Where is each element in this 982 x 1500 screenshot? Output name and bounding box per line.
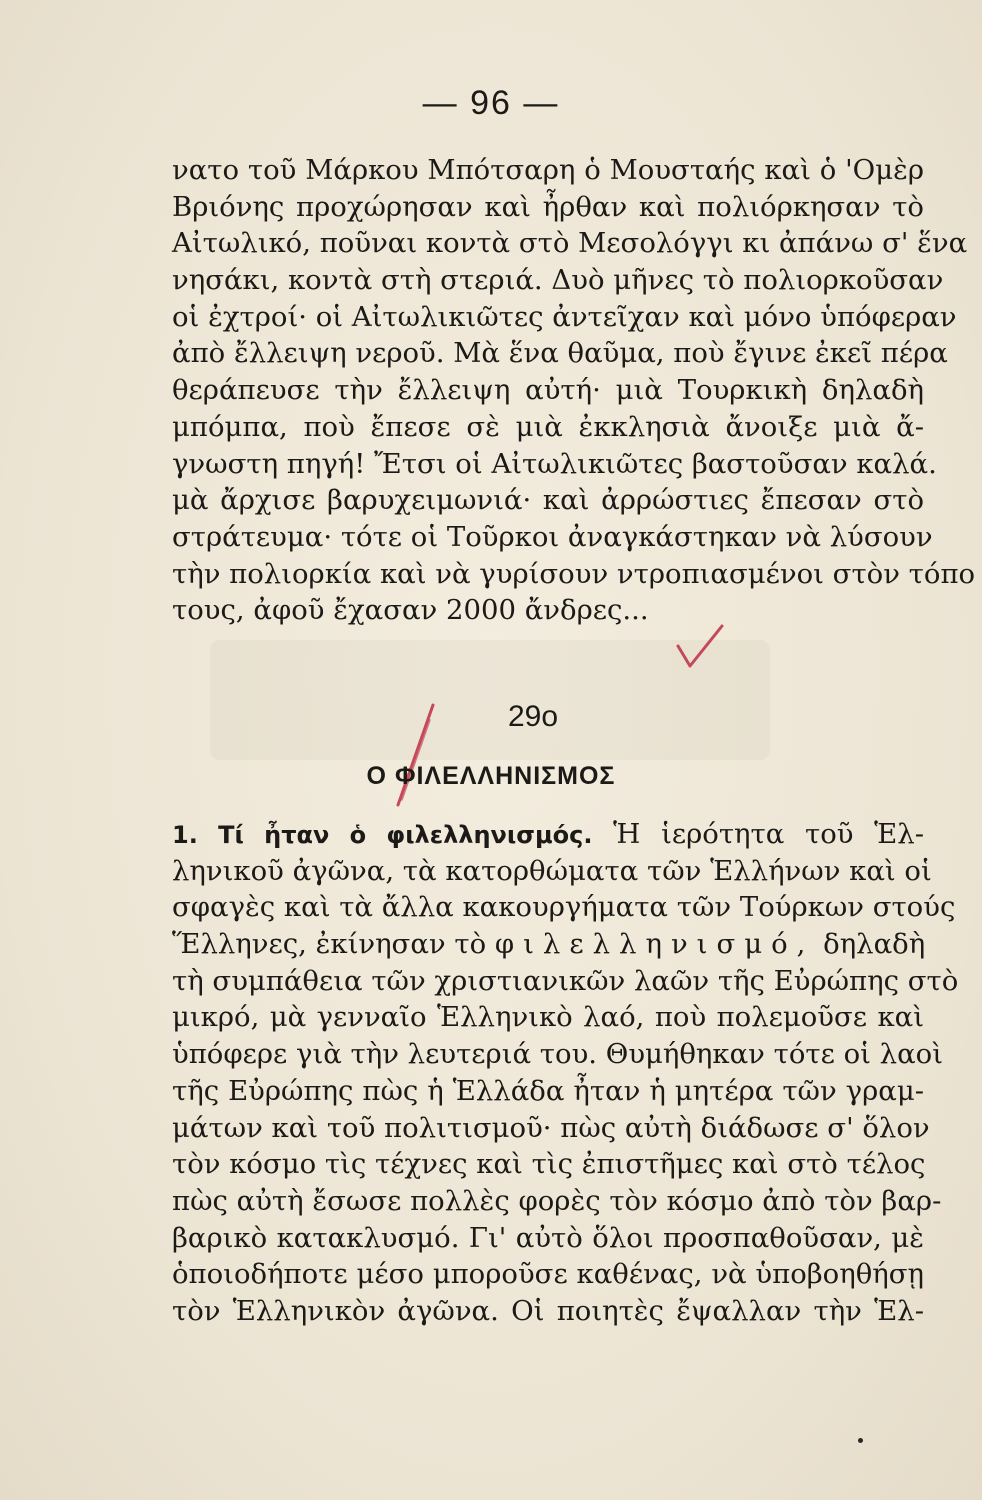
text-fragment: Ἡ ἱερότητα τοῦ Ἑλ- bbox=[613, 818, 925, 850]
text-line: σφαγὲς καὶ τὰ ἄλλα κακουργήματα τῶν Τούρκων στούς bbox=[172, 891, 956, 924]
text-line: μικρό, μὰ γενναῖο Ἑλληνικὸ λαό, ποὺ πολεμοῦσε καὶ bbox=[172, 1001, 924, 1034]
pen-checkmark-icon bbox=[670, 618, 730, 678]
text-line: μάτων καὶ τοῦ πολιτισμοῦ· πὼς αὐτὴ διάδωσε σ' ὅλον bbox=[172, 1111, 930, 1144]
text-line: βαρικὸ κατακλυσμό. Γι' αὐτὸ ὅλοι προσπαθοῦσαν, μὲ bbox=[172, 1221, 924, 1254]
pen-stroke-icon bbox=[378, 700, 458, 810]
text-line: ληνικοῦ ἀγῶνα, τὰ κατορθώματα τῶν Ἑλλήνων καὶ οἱ bbox=[172, 854, 932, 887]
text-line: τῆς Εὐρώπης πὼς ἡ Ἑλλάδα ἦταν ἡ μητέρα τῶν γραμ- bbox=[172, 1074, 924, 1107]
text-line: ὑπόφερε γιὰ τὴν λευτεριά του. Θυμήθηκαν τότε οἱ λαοὶ bbox=[172, 1038, 944, 1071]
text-line: νατο τοῦ Μάρκου Μπότσαρη ὁ Μουσταής καὶ ὁ 'Ομὲρ bbox=[172, 154, 924, 186]
passage-continuation bbox=[172, 152, 976, 629]
text-line: τὸν κόσμο τὶς τέχνες καὶ τὶς ἐπιστῆμες καὶ στὸ τέλος bbox=[172, 1148, 926, 1181]
text-line: Αἰτωλικό, ποῦναι κοντὰ στὸ Μεσολόγγι κι ἀπάνω σ' ἕνα bbox=[172, 227, 968, 260]
ink-dot bbox=[858, 1438, 863, 1443]
text-line: ὁποιοδήποτε μέσο μποροῦσε καθένας, νὰ ὑποβοηθήσῃ bbox=[172, 1258, 924, 1291]
text-line: νησάκι, κοντὰ στὴ στεριά. Δυὸ μῆνες τὸ πολιορκοῦσαν bbox=[172, 264, 944, 297]
text-fragment: Ἕλληνες, ἐκίνησαν τὸ bbox=[172, 928, 487, 961]
section-heading: 1. Τί ἦταν ὁ φιλελληνισμός. bbox=[172, 821, 593, 849]
spaced-emphasis: φιλελληνισμό, bbox=[494, 928, 815, 961]
text-line: τὴν πολιορκία καὶ νὰ γυρίσουν ντροπιασμένοι στὸν τόπο bbox=[172, 557, 976, 590]
chapter-number: 29ο bbox=[508, 700, 559, 733]
text-line: γνωστη πηγή! Ἔτσι οἱ Αἰτωλικιῶτες βαστοῦσαν καλά. bbox=[172, 447, 937, 480]
text-fragment: δηλαδὴ bbox=[823, 928, 926, 961]
text-line: ἀπὸ ἔλλειψη νεροῦ. Μὰ ἕνα θαῦμα, ποὺ ἔγινε ἐκεῖ πέρα bbox=[172, 337, 948, 370]
text-line: στράτευμα· τότε οἱ Τοῦρκοι ἀναγκάστηκαν νὰ λύσουν bbox=[172, 520, 933, 553]
text-line: τὴ συμπάθεια τῶν χριστιανικῶν λαῶν τῆς Εὐρώπης στὸ bbox=[172, 964, 959, 997]
page-number: — 96 — bbox=[422, 84, 560, 122]
text-line-last: τους, ἀφοῦ ἔχασαν 2000 ἄνδρες... bbox=[172, 594, 649, 627]
text-line: μὰ ἄρχισε βαρυχειμωνιά· καὶ ἀρρώστιες ἔπεσαν στὸ bbox=[172, 484, 924, 517]
text-line-heading bbox=[172, 816, 924, 853]
text-line: θεράπευσε τὴν ἔλλειψη αὐτή· μιὰ Τουρκικὴ δηλαδὴ bbox=[172, 374, 924, 407]
section-1-text bbox=[172, 816, 959, 1330]
text-line: τὸν Ἑλληνικὸν ἀγῶνα. Οἱ ποιητὲς ἔψαλλαν τὴν Ἑλ- bbox=[172, 1294, 924, 1327]
text-line: Βριόνης προχώρησαν καὶ ἦρθαν καὶ πολιόρκησαν τὸ bbox=[172, 190, 924, 223]
text-line bbox=[172, 926, 924, 963]
text-line: μπόμπα, ποὺ ἔπεσε σὲ μιὰ ἐκκλησιὰ ἄνοιξε μιὰ ἄ- bbox=[172, 410, 924, 443]
chapter-title: Ο ΦΙΛΕΛΛΗΝΙΣΜΟΣ bbox=[366, 762, 616, 790]
text-line: πὼς αὐτὴ ἔσωσε πολλὲς φορὲς τὸν κόσμο ἀπὸ τὸν βαρ- bbox=[172, 1184, 942, 1217]
text-line: οἱ ἐχτροί· οἱ Αἰτωλικιῶτες ἀντεῖχαν καὶ μόνο ὑπόφεραν bbox=[172, 300, 957, 333]
